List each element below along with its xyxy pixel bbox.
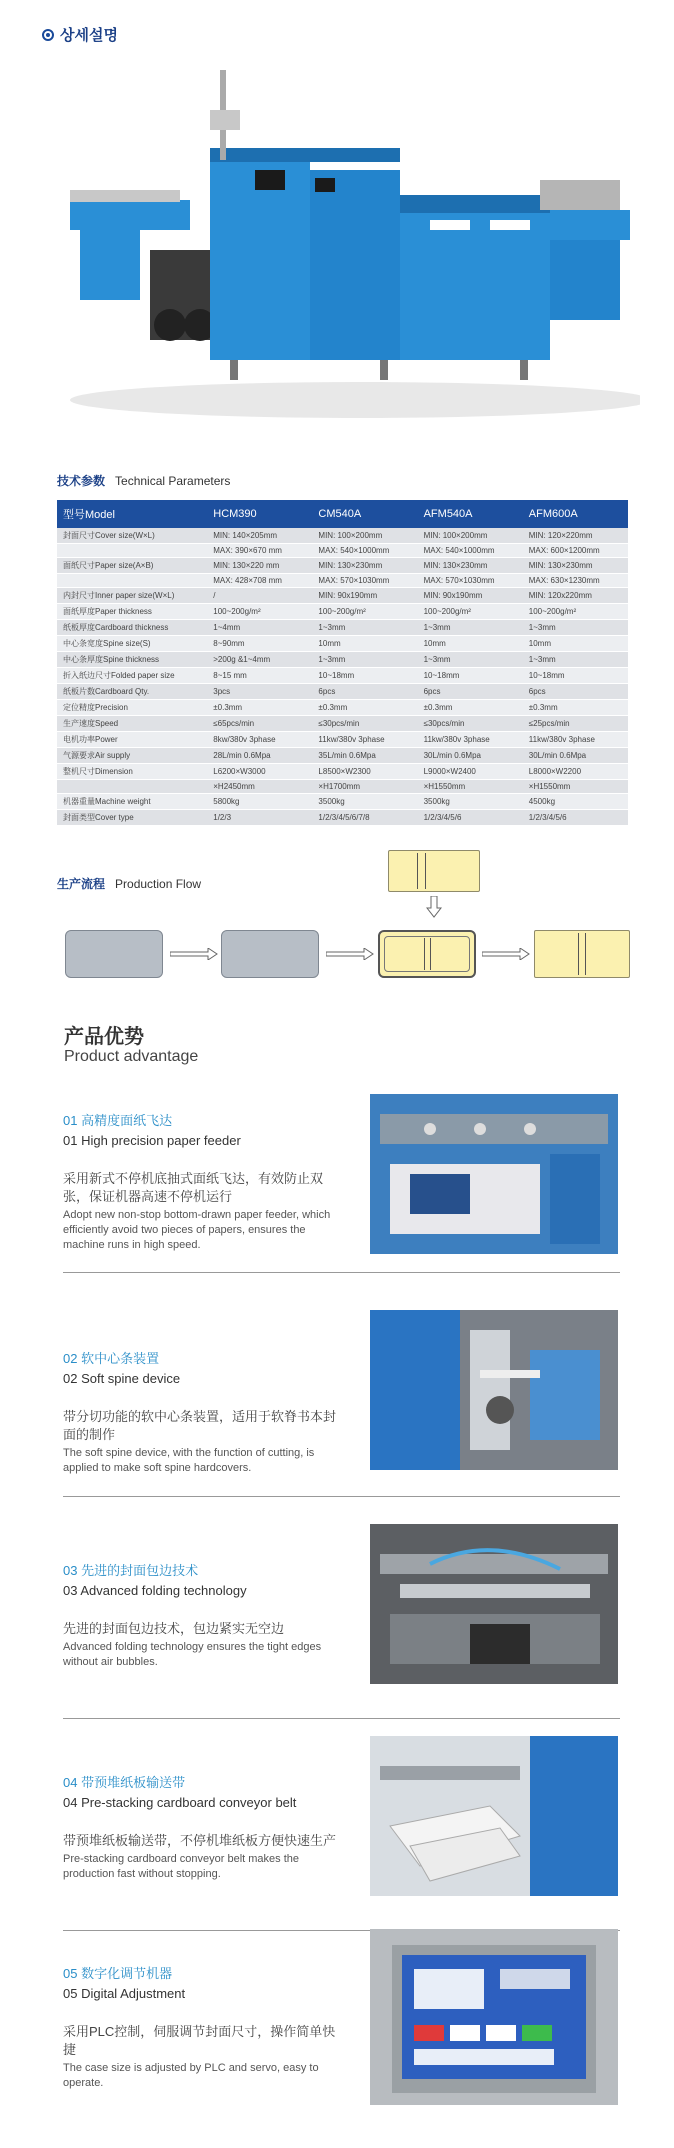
advantage-item-desc-en: The soft spine device, with the function of cutting, is applied to make soft spine hardcovers. <box>63 1447 315 1474</box>
param-value: 100~200g/m² <box>418 604 523 620</box>
param-value: L8000×W2200 <box>523 764 628 780</box>
table-row <box>57 700 628 716</box>
param-label: 气源要求Air supply <box>57 748 207 764</box>
param-label: 电机功率Power <box>57 732 207 748</box>
table-header-row <box>57 500 628 528</box>
param-label <box>57 574 207 588</box>
param-value: MIN: 130×230mm <box>523 558 628 574</box>
table-header-cell: 型号Model <box>57 500 207 528</box>
param-value: 30L/min 0.6Mpa <box>523 748 628 764</box>
param-value: 35L/min 0.6Mpa <box>312 748 417 764</box>
param-value: 1/2/3/4/5/6 <box>523 810 628 826</box>
table-row <box>57 780 628 794</box>
param-label: 面纸厚度Paper thickness <box>57 604 207 620</box>
param-value: 8~90mm <box>207 636 312 652</box>
flow-step-4 <box>534 930 630 978</box>
param-value: MIN: 100×200mm <box>418 528 523 544</box>
param-value: 10~18mm <box>523 668 628 684</box>
down-arrow-icon <box>426 896 442 918</box>
param-value: 1~3mm <box>312 620 417 636</box>
param-value: 6pcs <box>418 684 523 700</box>
param-value: 100~200g/m² <box>312 604 417 620</box>
param-value: 1~3mm <box>418 652 523 668</box>
table-row <box>57 620 628 636</box>
param-label: 纸板片数Cardboard Qty. <box>57 684 207 700</box>
param-value: MIN: 90x190mm <box>418 588 523 604</box>
table-header-cell: CM540A <box>312 500 417 528</box>
param-value: ±0.3mm <box>523 700 628 716</box>
param-value: MIN: 130×230mm <box>312 558 417 574</box>
advantage-item-title-en: 02 Soft spine device <box>63 1371 181 1386</box>
param-value: ≤30pcs/min <box>312 716 417 732</box>
table-row <box>57 652 628 668</box>
table-row <box>57 810 628 826</box>
param-value: 1~4mm <box>207 620 312 636</box>
param-label: 封面尺寸Cover size(W×L) <box>57 528 207 544</box>
param-value: ≤25pcs/min <box>523 716 628 732</box>
production-flow-diagram <box>58 850 638 980</box>
advantage-title-en: Product advantage <box>64 1048 199 1065</box>
advantage-item-desc-cn: 带分切功能的软中心条装置，适用于软脊书本封面的制作 <box>63 1409 337 1442</box>
param-value: 11kw/380v 3phase <box>523 732 628 748</box>
param-label: 中心条厚度Spine thickness <box>57 652 207 668</box>
flow-step-1 <box>65 930 163 978</box>
param-value: MAX: 540×1000mm <box>312 544 417 558</box>
param-value: 6pcs <box>312 684 417 700</box>
advantage-item <box>63 1348 623 1538</box>
param-label <box>57 780 207 794</box>
param-value: 3pcs <box>207 684 312 700</box>
advantage-item-title-en: 03 Advanced folding technology <box>63 1583 247 1598</box>
advantage-item-title-en: 05 Digital Adjustment <box>63 1986 186 2001</box>
param-value: 11kw/380v 3phase <box>418 732 523 748</box>
param-value: 1~3mm <box>418 620 523 636</box>
param-value: 100~200g/m² <box>207 604 312 620</box>
plc-touchscreen-photo <box>370 1929 618 2105</box>
cardboard-conveyor-photo <box>370 1736 618 1896</box>
advantage-title-cn: 产品优势 <box>64 1026 144 1048</box>
param-label: 生产速度Speed <box>57 716 207 732</box>
param-value: 1~3mm <box>523 652 628 668</box>
param-value: MAX: 428×708 mm <box>207 574 312 588</box>
param-label: 机器重量Machine weight <box>57 794 207 810</box>
table-row <box>57 544 628 558</box>
table-row <box>57 528 628 544</box>
param-label: 折入纸边尺寸Folded paper size <box>57 668 207 684</box>
advantage-item-desc-en: Adopt new non-stop bottom-drawn paper feeder, which efficiently avoid two pieces of papers, ensures the machine runs in high speed. <box>63 1209 331 1251</box>
param-value: MAX: 600×1200mm <box>523 544 628 558</box>
table-header-cell: AFM600A <box>523 500 628 528</box>
param-value: ±0.3mm <box>312 700 417 716</box>
param-value: 1~3mm <box>523 620 628 636</box>
param-value: ≤65pcs/min <box>207 716 312 732</box>
advantage-item-title-cn: 03 先进的封面包边技术 <box>63 1563 199 1578</box>
param-value: ×H1550mm <box>523 780 628 794</box>
param-value: 1~3mm <box>312 652 417 668</box>
table-row <box>57 604 628 620</box>
param-value: 4500kg <box>523 794 628 810</box>
tech-params-title: 技术参数 Technical Parameters <box>57 474 231 488</box>
advantage-item-desc-en: The case size is adjusted by PLC and servo, easy to operate. <box>63 2062 319 2089</box>
param-value: L9000×W2400 <box>418 764 523 780</box>
advantage-item <box>63 1560 623 1750</box>
param-value: 10mm <box>418 636 523 652</box>
flow-step-3 <box>378 930 476 978</box>
param-value: 8kw/380v 3phase <box>207 732 312 748</box>
param-value: 1/2/3/4/5/6 <box>418 810 523 826</box>
flow-top-sheet <box>388 850 480 892</box>
param-label: 整机尺寸Dimension <box>57 764 207 780</box>
param-value: 1/2/3/4/5/6/7/8 <box>312 810 417 826</box>
param-value: MIN: 90x190mm <box>312 588 417 604</box>
paper-feeder-photo <box>370 1094 618 1254</box>
param-value: 28L/min 0.6Mpa <box>207 748 312 764</box>
param-value: L6200×W3000 <box>207 764 312 780</box>
table-row <box>57 794 628 810</box>
advantage-item-title-en: 01 High precision paper feeder <box>63 1133 241 1148</box>
param-value: MAX: 570×1030mm <box>312 574 417 588</box>
param-value: ×H2450mm <box>207 780 312 794</box>
param-label: 面纸尺寸Paper size(A×B) <box>57 558 207 574</box>
table-row <box>57 748 628 764</box>
param-value: ×H1700mm <box>312 780 417 794</box>
param-label: 定位精度Precision <box>57 700 207 716</box>
param-value: MAX: 570×1030mm <box>418 574 523 588</box>
param-value: MIN: 130×230mm <box>418 558 523 574</box>
param-value: 6pcs <box>523 684 628 700</box>
table-row <box>57 668 628 684</box>
right-arrow-icon <box>170 948 218 960</box>
param-label: 内封尺寸Inner paper size(W×L) <box>57 588 207 604</box>
section-header <box>42 24 118 45</box>
param-value: ×H1550mm <box>418 780 523 794</box>
param-value: ≤30pcs/min <box>418 716 523 732</box>
param-value: 10mm <box>523 636 628 652</box>
advantage-item-title-cn: 02 软中心条装置 <box>63 1351 160 1366</box>
advantage-item-desc-cn: 带预堆纸板输送带，不停机堆纸板方便快速生产 <box>63 1833 337 1848</box>
advantage-item-desc-en: Pre-stacking cardboard conveyor belt makes the production fast without stopping. <box>63 1853 300 1880</box>
advantage-item-desc-en: Advanced folding technology ensures the tight edges without air bubbles. <box>63 1641 322 1668</box>
table-row <box>57 636 628 652</box>
soft-spine-photo <box>370 1310 618 1470</box>
param-label: 中心条宽度Spine size(S) <box>57 636 207 652</box>
param-value: L8500×W2300 <box>312 764 417 780</box>
table-row <box>57 558 628 574</box>
folding-technology-photo <box>370 1524 618 1684</box>
param-value: 30L/min 0.6Mpa <box>418 748 523 764</box>
param-value: 8~15 mm <box>207 668 312 684</box>
advantage-item-title-cn: 01 高精度面纸飞达 <box>63 1113 173 1128</box>
table-row <box>57 684 628 700</box>
param-value: MAX: 630×1230mm <box>523 574 628 588</box>
advantage-item-desc-cn: 采用PLC控制，伺服调节封面尺寸，操作简单快捷 <box>63 2024 336 2057</box>
param-label: 纸板厚度Cardboard thickness <box>57 620 207 636</box>
table-row <box>57 716 628 732</box>
param-value: 10~18mm <box>312 668 417 684</box>
advantage-item-title-en: 04 Pre-stacking cardboard conveyor belt <box>63 1795 297 1810</box>
table-row <box>57 764 628 780</box>
param-value: 3500kg <box>418 794 523 810</box>
advantage-item-title-cn: 04 带预堆纸板输送带 <box>63 1775 186 1790</box>
advantage-item-desc-cn: 采用新式不停机底抽式面纸飞达，有效防止双张，保证机器高速不停机运行 <box>63 1171 324 1204</box>
table-header-cell: HCM390 <box>207 500 312 528</box>
right-arrow-icon <box>482 948 530 960</box>
table-row <box>57 732 628 748</box>
param-value: 3500kg <box>312 794 417 810</box>
param-value: 100~200g/m² <box>523 604 628 620</box>
table-row <box>57 574 628 588</box>
param-value: 10mm <box>312 636 417 652</box>
param-value: >200g &1~4mm <box>207 652 312 668</box>
tech-params-table <box>57 500 628 826</box>
table-header-cell: AFM540A <box>418 500 523 528</box>
param-value: 5800kg <box>207 794 312 810</box>
advantage-item <box>63 1963 623 2143</box>
param-value: MIN: 130×220 mm <box>207 558 312 574</box>
param-value: 10~18mm <box>418 668 523 684</box>
param-value: ±0.3mm <box>207 700 312 716</box>
right-arrow-icon <box>326 948 374 960</box>
advantage-item-desc-cn: 先进的封面包边技术，包边紧实无空边 <box>63 1621 285 1636</box>
section-title: 상세설명 <box>60 27 118 44</box>
param-value: MAX: 540×1000mm <box>418 544 523 558</box>
production-flow-title: 生产流程 Production Flow <box>57 877 202 891</box>
advantage-item-title-cn: 05 数字化调节机器 <box>63 1966 173 1981</box>
circle-bullet-icon <box>42 29 54 41</box>
param-value: MIN: 120x220mm <box>523 588 628 604</box>
table-row <box>57 588 628 604</box>
param-value: 1/2/3 <box>207 810 312 826</box>
param-value: 11kw/380v 3phase <box>312 732 417 748</box>
param-value: MIN: 140×205mm <box>207 528 312 544</box>
param-label <box>57 544 207 558</box>
flow-step-2 <box>221 930 319 978</box>
advantage-item <box>63 1110 623 1310</box>
param-value: MIN: 120×220mm <box>523 528 628 544</box>
machine-photo <box>60 70 640 430</box>
param-label: 封面类型Cover type <box>57 810 207 826</box>
param-value: / <box>207 588 312 604</box>
param-value: MIN: 100×200mm <box>312 528 417 544</box>
param-value: MAX: 390×670 mm <box>207 544 312 558</box>
param-value: ±0.3mm <box>418 700 523 716</box>
